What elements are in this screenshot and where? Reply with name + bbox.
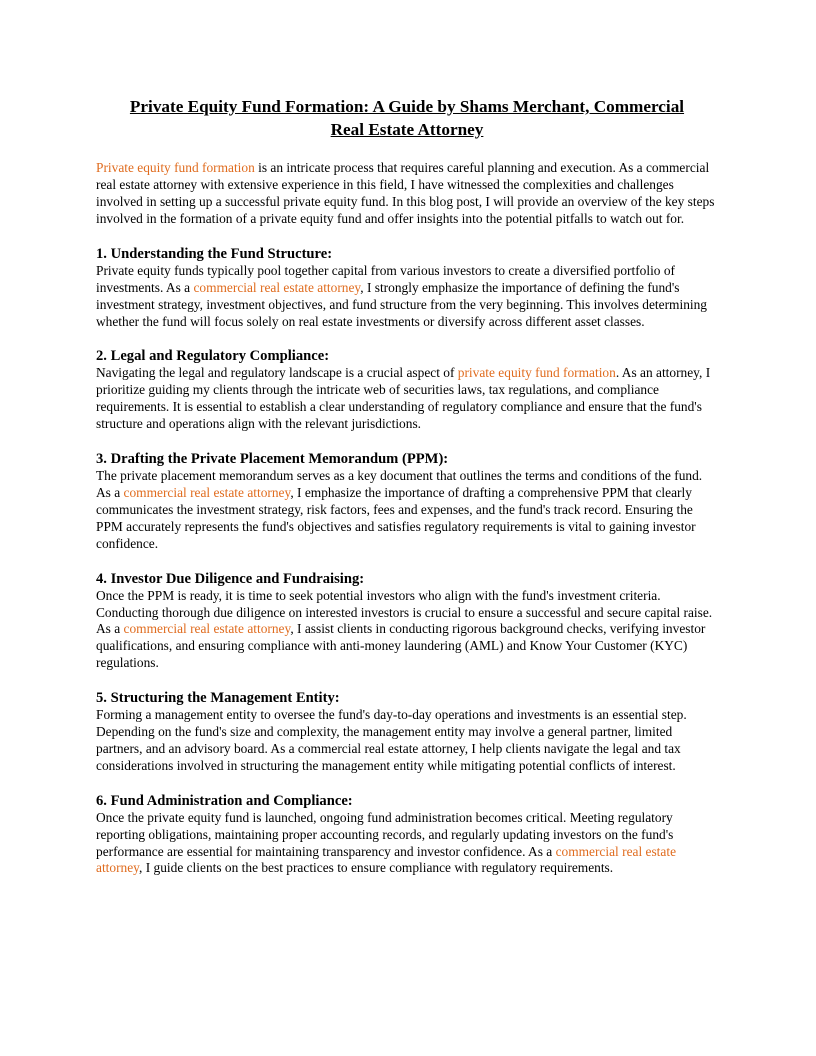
section-body [96,707,718,775]
section-fund-structure [96,245,718,331]
section-body [96,810,718,878]
section-link[interactable]: commercial real estate attorney [193,279,361,295]
section-text: Navigating the legal and regulatory landscape is a crucial aspect of [96,365,458,381]
section-body [96,468,718,553]
title-line-2: Real Estate Attorney [330,119,484,139]
section-heading: 6. Fund Administration and Compliance: [96,792,353,809]
section-text: , I guide clients on the best practices to ensure compliance with regulatory requirements. [139,860,614,876]
title-line-1: Private Equity Fund Formation: A Guide by Shams Merchant, Commercial [129,97,685,116]
section-heading: 1. Understanding the Fund Structure: [96,245,333,262]
section-body [96,263,718,331]
section-heading: 5. Structuring the Management Entity: [96,690,340,707]
document-page [96,96,718,877]
section-text: Once the PPM is ready, it is time to seek potential investors who align with the fund's investment criteria. Conducting thorough due diligence on interested investors is crucial to ensure a successful and secure capital raise. As a [96,587,713,637]
section-text: , I assist clients in conducting rigorous background checks, verifying investor qualifications, and ensuring compliance with anti-money laundering (AML) and Know Your Customer (KYC) regulations. [96,621,706,671]
section-text: The private placement memorandum serves as a key document that outlines the terms and conditions of the fund. As a [96,468,703,500]
section-text: . As an attorney, I prioritize guiding my clients through the intricate web of securities laws, tax regulations, and compliance requirements. It is essential to establish a clear understanding of regulatory compliance and ensure that the fund's structure and operations align with the relevant jurisdictions. [96,365,711,432]
intro-text: is an intricate process that requires careful planning and execution. As a commercial real estate attorney with extensive experience in this field, I have witnessed the complexities and challenges involved in setting up a successful private equity fund. In this blog post, I will provide an overview of the key steps involved in the formation of a private equity fund and offer insights into the potential pitfalls to watch out for. [96,160,715,226]
section-link[interactable]: private equity fund formation [457,365,616,381]
section-text: Once the private equity fund is launched, ongoing fund administration becomes critical. Meeting regulatory reporting obligations, maintaining proper accounting records, and regularly updating investors on the fund's performance are essential for maintaining transparency and investor confidence. As a [96,809,674,859]
section-link[interactable]: commercial real estate attorney [123,484,291,500]
section-heading: 2. Legal and Regulatory Compliance: [96,348,330,365]
section-body [96,588,718,673]
section-link[interactable]: commercial real estate attorney [96,843,677,876]
section-fund-administration [96,792,718,878]
section-body [96,365,718,433]
section-text: , I emphasize the importance of drafting a comprehensive PPM that clearly communicates the investment strategy, risk factors, fees and expenses, and the fund's track record. Ensuring the PPM accurately represents the fund's objectives and satisfies regulatory requirements is vital to gaining investor confidence. [96,484,696,551]
page-title [96,96,718,141]
section-ppm [96,450,718,553]
intro-link[interactable]: Private equity fund formation [96,160,255,176]
section-heading: 3. Drafting the Private Placement Memorandum (PPM): [96,451,449,468]
section-legal-compliance [96,347,718,433]
intro-paragraph [96,160,718,228]
section-text: Private equity funds typically pool together capital from various investors to create a diversified portfolio of investments. As a [96,262,675,295]
section-text: Forming a management entity to oversee the fund's day-to-day operations and investments is an essential step. Depending on the fund's size and complexity, the management entity may involve a general partner, limited partners, and an advisory board. As a commercial real estate attorney, I help clients navigate the legal and tax considerations involved in structuring the management entity while mitigating potential conflicts of interest. [96,707,687,773]
section-link[interactable]: commercial real estate attorney [123,621,291,637]
section-text: , I strongly emphasize the importance of defining the fund's investment strategy, investment objectives, and fund structure from the very beginning. This involves determining whether the fund will focus solely on real estate investments or diversify across different asset classes. [96,279,707,329]
section-heading: 4. Investor Due Diligence and Fundraising: [96,570,365,587]
section-due-diligence [96,570,718,673]
section-management-entity [96,689,718,775]
